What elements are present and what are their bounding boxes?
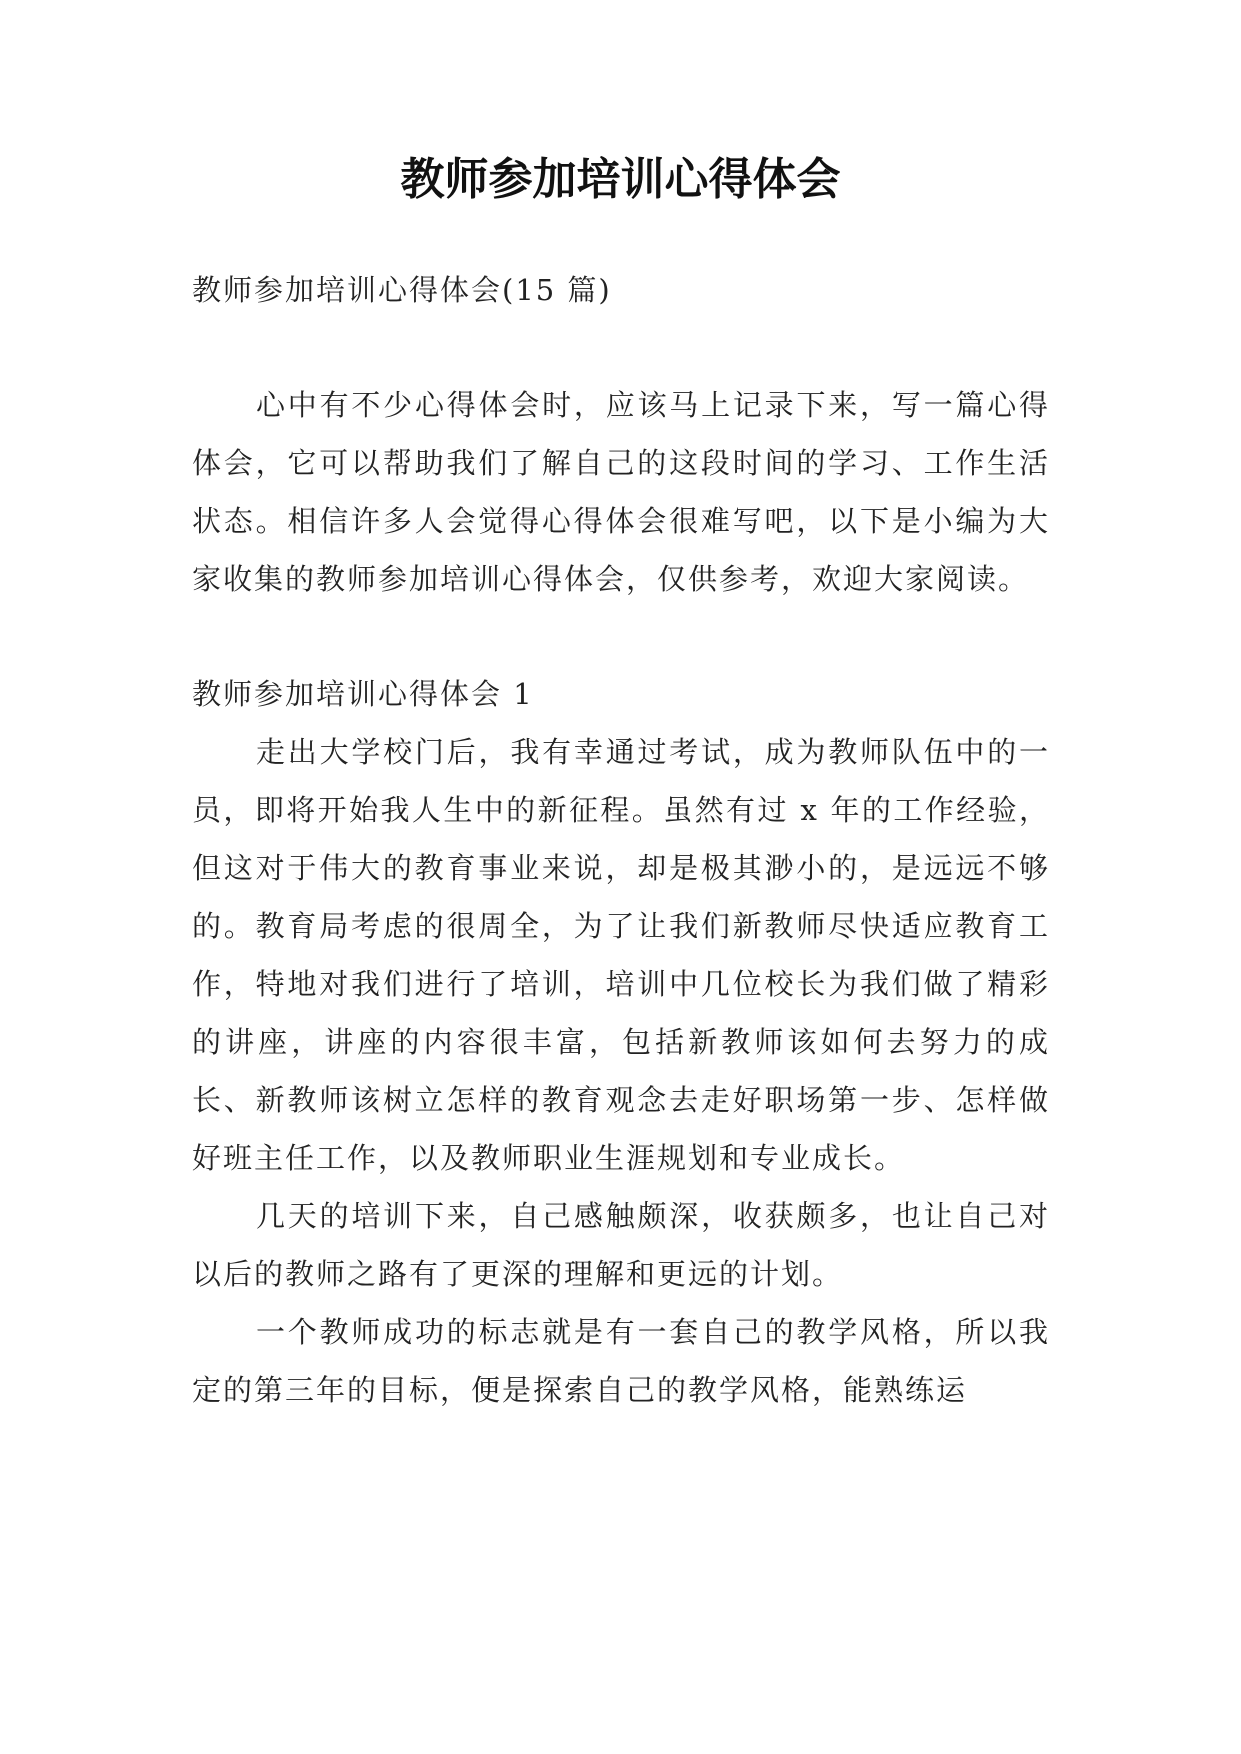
body-paragraph: 几天的培训下来，自己感触颇深，收获颇多，也让自己对以后的教师之路有了更深的理解和更远的计划。 [192,1199,1050,1291]
intro-paragraph: 心中有不少心得体会时，应该马上记录下来，写一篇心得体会，它可以帮助我们了解自己的这段时间的学习、工作生活状态。相信许多人会觉得心得体会很难写吧，以下是小编为大家收集的教师参加培训心得体会，仅供参考，欢迎大家阅读。 [192,388,1050,596]
document-title: 教师参加培训心得体会 [400,154,841,205]
document-body [192,261,1050,1419]
body-paragraph: 一个教师成功的标志就是有一套自己的教学风格，所以我定的第三年的目标，便是探索自己的教学风格，能熟练运 [192,1315,1050,1407]
section-heading: 教师参加培训心得体会 1 [192,677,534,711]
document-subtitle: 教师参加培训心得体会(15 篇) [192,273,612,307]
body-paragraph: 走出大学校门后，我有幸通过考试，成为教师队伍中的一员，即将开始我人生中的新征程。虽然有过 x 年的工作经验，但这对于伟大的教育事业来说，却是极其渺小的，是远远不够的。教育局考虑的很周全，为了让我们新教师尽快适应教育工作，特地对我们进行了培训，培训中几位校长为我们做了精彩的讲座，讲座的内容很丰富，包括新教师该如何去努力的成长、新教师该树立怎样的教育观念去走好职场第一步、怎样做好班主任工作，以及教师职业生涯规划和专业成长。 [192,735,1050,1175]
